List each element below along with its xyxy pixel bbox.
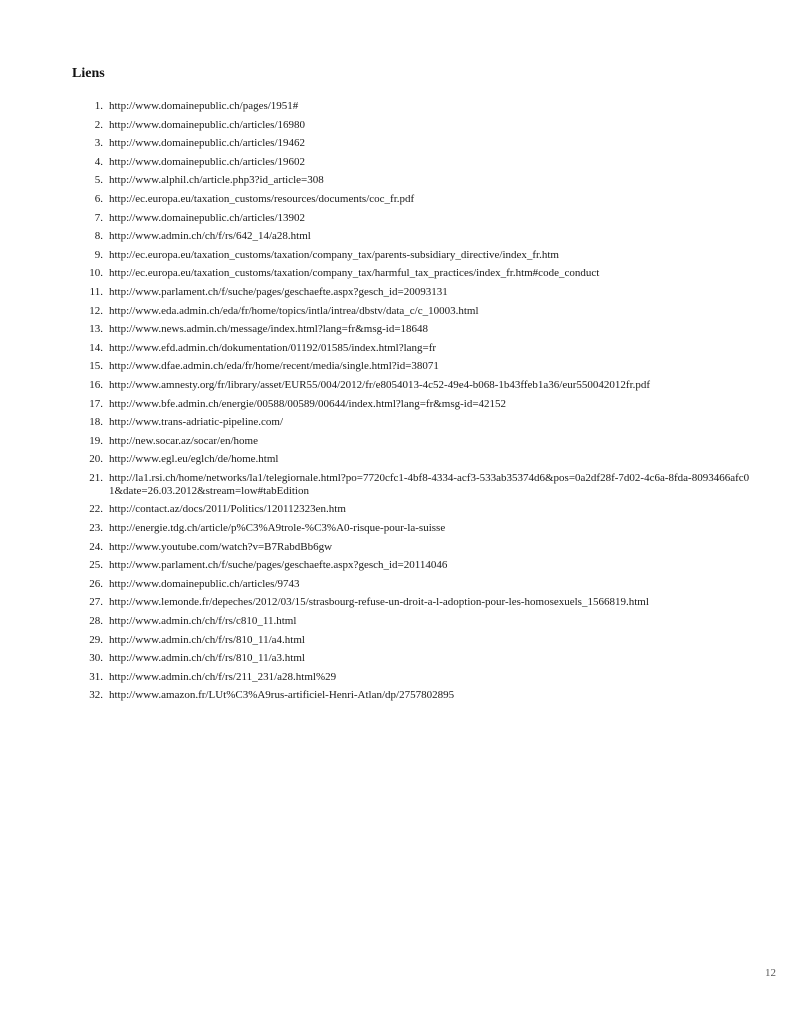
link-url[interactable]: http://www.youtube.com/watch?v=B7RabdBb6gw: [109, 540, 333, 553]
link-list-item: [72, 538, 752, 557]
link-list-item: [72, 631, 752, 650]
link-url[interactable]: http://www.parlament.ch/f/suche/pages/geschaefte.aspx?gesch_id=20093131: [109, 285, 448, 298]
link-url[interactable]: http://www.domainepublic.ch/articles/9743: [109, 577, 300, 590]
link-url[interactable]: http://www.admin.ch/ch/f/rs/810_11/a3.html: [109, 652, 305, 665]
list-item-number: 24.: [89, 540, 103, 553]
list-item-number: 14.: [89, 341, 103, 354]
list-item-number: 31.: [89, 670, 103, 683]
list-item-number: 1.: [94, 100, 103, 112]
link-list-item: [72, 519, 752, 538]
link-url[interactable]: http://www.trans-adriatic-pipeline.com/: [109, 416, 284, 429]
link-list-item: [72, 209, 752, 228]
list-item-number: 25.: [89, 559, 103, 572]
link-url[interactable]: http://www.admin.ch/ch/f/rs/810_11/a4.html: [109, 633, 305, 646]
link-url[interactable]: http://www.eda.admin.ch/eda/fr/home/topics/intla/intrea/dbstv/data_c/c_10003.html: [109, 304, 479, 317]
link-url[interactable]: http://www.alphil.ch/article.php3?id_article=308: [109, 174, 324, 187]
link-list-item: [72, 376, 752, 395]
link-list-item: [72, 190, 752, 209]
list-item-number: 2.: [94, 118, 103, 131]
link-list-item: [72, 649, 752, 668]
list-item-number: 17.: [89, 397, 103, 410]
list-item-number: 19.: [89, 434, 103, 447]
link-list-item: [72, 413, 752, 432]
link-url[interactable]: http://www.bfe.admin.ch/energie/00588/00589/00644/index.html?lang=fr&msg-id=42152: [109, 397, 507, 410]
link-list-item: [72, 171, 752, 190]
link-url[interactable]: http://new.socar.az/socar/en/home: [109, 434, 258, 447]
list-item-number: 8.: [94, 230, 103, 243]
link-list-item: [72, 556, 752, 575]
list-item-number: 6.: [94, 192, 103, 205]
link-list-item: [72, 612, 752, 631]
link-list: [72, 97, 752, 705]
list-item-number: 9.: [94, 248, 103, 261]
link-url[interactable]: http://www.admin.ch/ch/f/rs/c810_11.html: [109, 615, 297, 628]
link-url[interactable]: http://www.admin.ch/ch/f/rs/642_14/a28.html: [109, 230, 311, 243]
list-item-number: 12.: [89, 304, 103, 317]
link-url[interactable]: http://www.dfae.admin.ch/eda/fr/home/recent/media/single.html?id=38071: [109, 360, 439, 373]
link-list-item: [72, 575, 752, 594]
link-list-item: [72, 686, 752, 705]
list-item-number: 30.: [89, 652, 103, 665]
list-item-number: 7.: [94, 211, 103, 224]
list-item-number: 23.: [89, 522, 103, 535]
list-item-number: 18.: [89, 416, 103, 429]
link-list-item: [72, 283, 752, 302]
link-list-item: [72, 593, 752, 612]
link-url[interactable]: http://contact.az/docs/2011/Politics/120112323en.htm: [109, 503, 346, 516]
link-list-item: [72, 153, 752, 172]
list-item-number: 11.: [89, 285, 103, 298]
link-list-item: [72, 227, 752, 246]
link-url[interactable]: http://www.admin.ch/ch/f/rs/211_231/a28.html%29: [109, 670, 337, 683]
link-list-item: [72, 469, 752, 501]
link-list-item: [72, 320, 752, 339]
link-url[interactable]: http://www.domainepublic.ch/articles/13902: [109, 211, 306, 224]
list-item-number: 10.: [89, 267, 103, 280]
link-list-item: [72, 500, 752, 519]
list-item-number: 28.: [89, 615, 103, 628]
link-url[interactable]: http://www.efd.admin.ch/dokumentation/01192/01585/index.html?lang=fr: [109, 341, 437, 354]
link-url[interactable]: http://la1.rsi.ch/home/networks/la1/telegiornale.html?po=7720cfc1-4bf8-4334-acf3-533ab35374d6&pos=0a2df28f-7d02-4c6a-8fda-8093466afc01&date=26.03.2012&stream=low#tabEdition: [109, 471, 750, 497]
page-number: 12: [765, 967, 776, 979]
link-url[interactable]: http://www.parlament.ch/f/suche/pages/geschaefte.aspx?gesch_id=20114046: [109, 559, 448, 572]
link-list-item: [72, 668, 752, 687]
link-list-item: [72, 357, 752, 376]
link-list-item: [72, 395, 752, 414]
list-item-number: 5.: [94, 174, 103, 187]
list-item-number: 29.: [89, 633, 103, 646]
link-url[interactable]: http://www.lemonde.fr/depeches/2012/03/15/strasbourg-refuse-un-droit-a-l-adoption-pour-les-homosexuels_1566819.html: [109, 596, 649, 609]
link-list-item: [72, 116, 752, 135]
list-item-number: 26.: [89, 577, 103, 590]
link-list-item: [72, 339, 752, 358]
link-list-item: [72, 302, 752, 321]
link-url[interactable]: http://www.amnesty.org/fr/library/asset/EUR55/004/2012/fr/e8054013-4c52-49e4-b068-1b43ffeb1a36/eur550042012fr.pdf: [109, 378, 651, 391]
list-item-number: 32.: [89, 689, 103, 702]
list-item-number: 16.: [89, 378, 103, 391]
link-url[interactable]: http://energie.tdg.ch/article/p%C3%A9trole-%C3%A0-risque-pour-la-suisse: [109, 522, 446, 535]
link-url[interactable]: http://www.egl.eu/eglch/de/home.html: [109, 453, 279, 466]
link-url[interactable]: http://www.domainepublic.ch/articles/16980: [109, 118, 306, 131]
link-url[interactable]: http://ec.europa.eu/taxation_customs/resources/documents/coc_fr.pdf: [109, 192, 415, 205]
list-item-number: 3.: [94, 137, 103, 150]
list-item-number: 20.: [89, 453, 103, 466]
link-url[interactable]: http://ec.europa.eu/taxation_customs/taxation/company_tax/parents-subsidiary_directive/index_fr.htm: [109, 248, 559, 261]
list-item-number: 13.: [89, 323, 103, 336]
link-list-item: [72, 432, 752, 451]
link-url[interactable]: http://www.domainepublic.ch/pages/1951#: [109, 100, 299, 112]
list-item-number: 15.: [89, 360, 103, 373]
link-list-item: [72, 264, 752, 283]
link-list-item: [72, 450, 752, 469]
link-url[interactable]: http://ec.europa.eu/taxation_customs/taxation/company_tax/harmful_tax_practices/index_fr.htm#code_conduct: [109, 267, 600, 280]
link-list-item: [72, 246, 752, 265]
list-item-number: 27.: [89, 596, 103, 609]
link-url[interactable]: http://www.domainepublic.ch/articles/19462: [109, 137, 306, 150]
link-list-item: [72, 97, 752, 116]
section-heading: Liens: [72, 66, 105, 81]
link-url[interactable]: http://www.amazon.fr/LUt%C3%A9rus-artificiel-Henri-Atlan/dp/2757802895: [109, 689, 455, 702]
link-url[interactable]: http://www.domainepublic.ch/articles/19602: [109, 155, 306, 168]
list-item-number: 21.: [89, 471, 103, 484]
link-list-item: [72, 134, 752, 153]
list-item-number: 22.: [89, 503, 103, 516]
list-item-number: 4.: [94, 155, 103, 168]
link-url[interactable]: http://www.news.admin.ch/message/index.html?lang=fr&msg-id=18648: [109, 323, 429, 336]
